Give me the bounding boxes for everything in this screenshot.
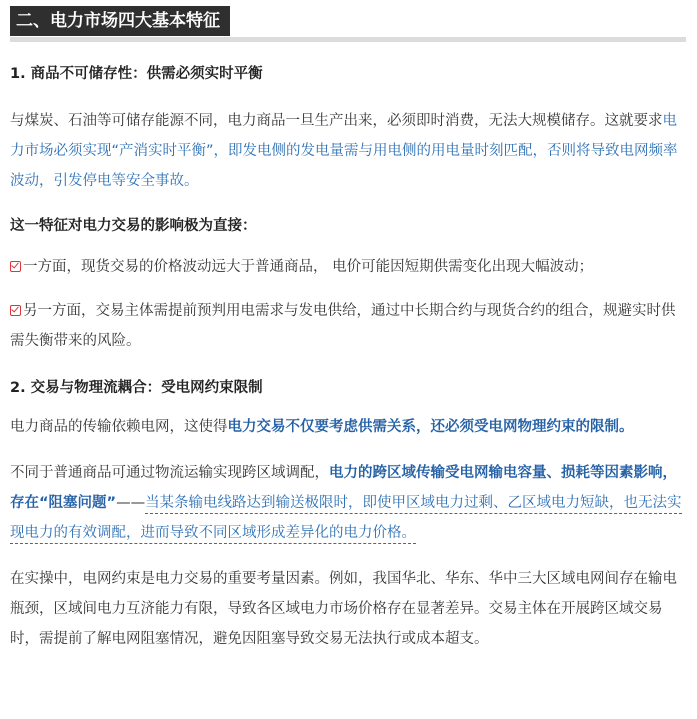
feature-1-bullet-1-text: 一方面，现货交易的价格波动远大于普通商品， 电价可能因短期供需变化出现大幅波动； <box>23 259 594 275</box>
feature-2-paragraph-2 <box>10 458 686 548</box>
section-title: 二、电力市场四大基本特征 <box>10 6 230 36</box>
feature-1-bullet-1 <box>10 252 686 282</box>
feature-2-paragraph-1-bold: 电力交易不仅要考虑供需关系，还必须受电网物理约束的限制。 <box>227 419 634 435</box>
feature-2-paragraph-3: 在实操中，电网约束是电力交易的重要考量因素。例如，我国华北、华东、华中三大区域电网间存在输电瓶颈，区域间电力互济能力有限，导致各区域电力市场价格存在显著差异。交易主体在开展跨区域交易时，需提前了解电网阻塞情况，避免因阻塞导致交易无法执行或成本超支。 <box>10 571 677 647</box>
feature-1-paragraph <box>10 106 686 196</box>
feature-2-paragraph-1-plain: 电力商品的传输依赖电网，这使得 <box>10 419 228 435</box>
feature-2-paragraph-2-bold: 电力的跨区域传输受电网输电容量、损耗等因素影响，存在“阻塞问题” <box>10 465 677 511</box>
feature-1-paragraph-plain: 与煤炭、石油等可储存能源不同，电力商品一旦生产出来，必须即时消费，无法大规模储存。这就要求 <box>10 113 663 129</box>
red-checkbox-icon <box>10 261 21 272</box>
feature-2-paragraph-2-plain: 不同于普通商品可通过物流运输实现跨区域调配， <box>10 465 329 481</box>
article-page <box>0 4 697 719</box>
feature-2-paragraph-2-underline: 当某条输电线路达到输送极限时，即使甲区域电力过剩、乙区域电力短缺，也无法实现电力的有效调配，进而导致不同区域形成差异化的电力价格。 <box>10 495 682 544</box>
red-checkbox-icon <box>10 305 21 316</box>
feature-1-heading: 1. 商品不可储存性：供需必须实时平衡 <box>10 66 263 82</box>
section-header <box>10 4 686 42</box>
feature-1-bullet-2 <box>10 296 686 356</box>
feature-2-heading: 2. 交易与物理流耦合：受电网约束限制 <box>10 380 263 396</box>
feature-2-paragraph-1 <box>10 412 686 442</box>
feature-1-impact-heading: 这一特征对电力交易的影响极为直接： <box>10 218 257 234</box>
feature-1-paragraph-highlight: 电力市场必须实现“产消实时平衡”，即发电侧的发电量需与用电侧的用电量时刻匹配，否则将导致电网频率波动，引发停电等安全事故。 <box>10 113 678 189</box>
feature-2-paragraph-2-dash: —— <box>116 495 146 511</box>
feature-1-bullet-2-text: 另一方面，交易主体需提前预判用电需求与发电供给，通过中长期合约与现货合约的组合，规避实时供需失衡带来的风险。 <box>10 303 676 349</box>
